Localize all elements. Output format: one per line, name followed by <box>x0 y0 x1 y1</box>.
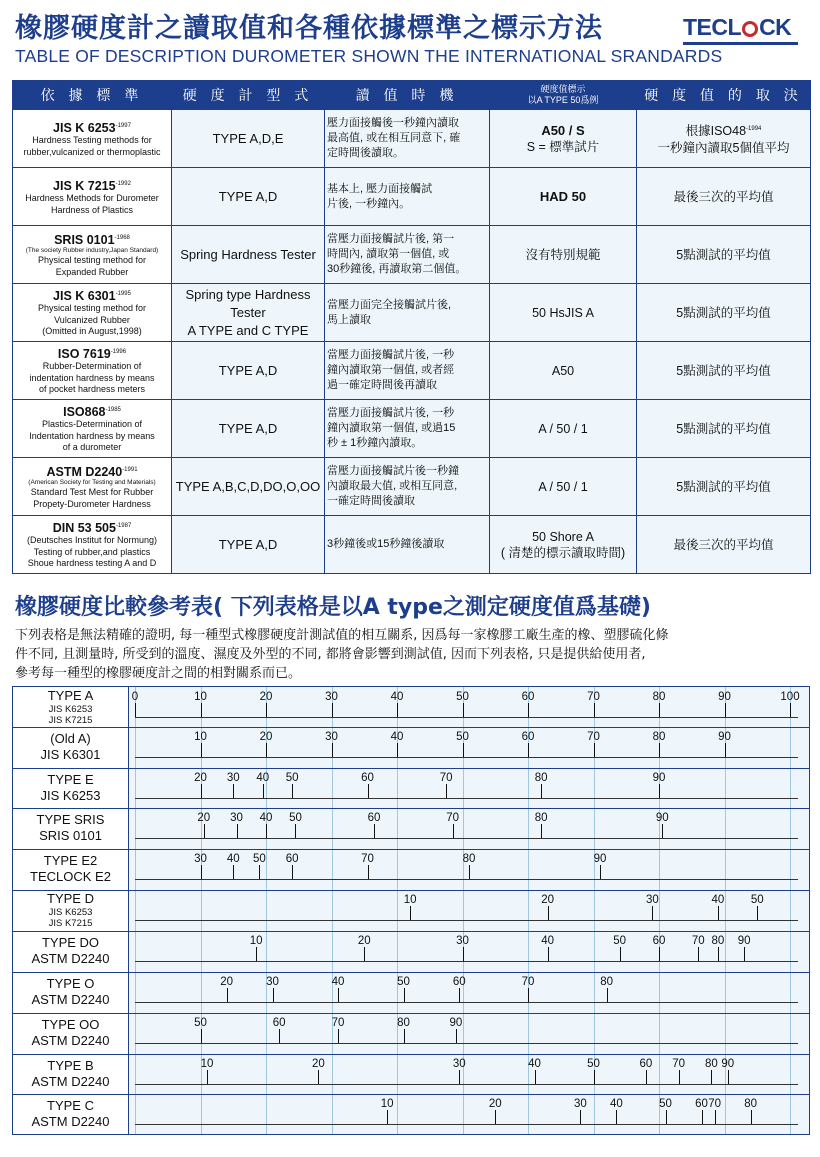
scale-tick <box>659 703 660 717</box>
scale-tick <box>659 743 660 757</box>
logo-underline <box>683 42 798 45</box>
scale-tick <box>469 865 470 879</box>
scale-line <box>135 1084 798 1085</box>
scale-tick <box>757 906 758 920</box>
scale-tick-label: 90 <box>449 1017 463 1029</box>
standard-name: $ISO868^{-1985}$ <box>63 405 121 420</box>
scale-tick <box>374 824 375 838</box>
grid-line <box>790 687 791 1134</box>
page-subtitle: TABLE OF DESCRIPTION DUROMETER SHOWN THE INTERNATIONAL SRANDARDS <box>15 46 723 66</box>
display-cell: HAD 50 <box>490 168 637 226</box>
type-cell: TYPE A,D,E <box>172 110 325 168</box>
scale-tick-label: 30 <box>194 853 207 865</box>
scale-tick <box>397 743 398 757</box>
comparison-row-label: TYPE E2 TECLOCK E2 <box>30 853 111 884</box>
standard-cell <box>13 516 172 574</box>
scale-line <box>135 1124 798 1125</box>
scale-tick <box>662 824 663 838</box>
type-cell: Spring type Hardness Tester A TYPE and C TYPE <box>172 284 325 342</box>
scale-tick-label: 10 <box>403 894 417 906</box>
standard-cell <box>13 342 172 400</box>
scale-tick-label: 20 <box>357 935 371 947</box>
scale-tick <box>387 1110 388 1124</box>
description-line: 件不同, 且測量時, 所受到的溫度、濕度及外型的不同, 都將會影響到測試值, 因而下列表格, 只是提供給使用者, <box>15 647 646 662</box>
timing-cell: 當壓力面完全接觸試片後, 馬上讀取 <box>325 284 490 342</box>
scale-tick <box>495 1110 496 1124</box>
scale-tick <box>616 1110 617 1124</box>
scale-tick-label: 80 <box>397 1017 410 1029</box>
scale-tick-label: 70 <box>587 691 600 703</box>
comparison-row-label: (Old A) JIS K6301 <box>40 731 101 762</box>
scale-tick <box>404 1029 405 1043</box>
comparison-row-label: TYPE A JIS K6253 JIS K7215 <box>47 688 94 726</box>
standard-name: JIS K $7215^{-1992}$ <box>53 179 131 194</box>
scale-tick <box>463 703 464 717</box>
table-header-row <box>13 81 811 110</box>
scale-tick-label: 30 <box>325 731 338 743</box>
scale-tick <box>397 703 398 717</box>
scale-tick <box>698 947 699 961</box>
logo-o-mark <box>742 21 758 37</box>
scale-tick <box>338 988 339 1002</box>
scale-tick-label: 80 <box>600 976 613 988</box>
scale-tick <box>237 824 238 838</box>
scale-line <box>135 717 798 718</box>
scale-tick <box>279 1029 280 1043</box>
scale-line <box>135 1002 798 1003</box>
scale-tick-label: 40 <box>259 812 273 824</box>
standard-cell <box>13 168 172 226</box>
type-cell: TYPE A,B,C,D,DO,O,OO <box>172 458 325 516</box>
scale-tick <box>718 947 719 961</box>
scale-tick-label: 40 <box>390 691 404 703</box>
scale-tick-label: 70 <box>439 772 453 784</box>
scale-tick <box>715 1110 716 1124</box>
scale-tick <box>292 784 293 798</box>
scale-tick-label: 80 <box>652 731 666 743</box>
scale-tick-label: 20 <box>311 1058 325 1070</box>
standard-org: (The society Rubber industry,Japan Standard) <box>25 247 159 255</box>
standard-description: Hardness Methods for Durometer Hardness of Plastics <box>25 193 159 215</box>
scale-tick-label: 40 <box>256 772 270 784</box>
standard-description: Physical testing method for Vulcanized Rubber (Omitted in August,1998) <box>37 303 147 337</box>
table-row <box>13 284 811 342</box>
scale-tick <box>368 865 369 879</box>
scale-tick-label: 50 <box>456 691 469 703</box>
scale-tick <box>292 865 293 879</box>
type-cell: Spring Hardness Tester <box>172 226 325 284</box>
row-separator <box>13 1013 809 1014</box>
scale-tick <box>548 906 549 920</box>
scale-tick <box>528 703 529 717</box>
table-row <box>13 226 811 284</box>
timing-cell: 壓力面接觸後一秒鐘內讀取 最高值, 或在相互同意下, 確 定時間後讀取。 <box>325 110 490 168</box>
standards-table <box>12 80 811 574</box>
scale-tick <box>790 703 791 717</box>
standard-name: ASTM $D2240^{-1991}$ <box>46 465 138 480</box>
scale-tick <box>620 947 621 961</box>
scale-tick-label: 50 <box>285 772 299 784</box>
scale-tick <box>702 1110 703 1124</box>
header-display-line1: 硬度值標示 <box>540 84 586 94</box>
scale-tick-label: 60 <box>521 731 535 743</box>
scale-tick-label: 10 <box>200 1058 214 1070</box>
scale-tick-label: 50 <box>253 853 266 865</box>
scale-tick-label: 30 <box>226 772 240 784</box>
scale-tick-label: 70 <box>446 812 460 824</box>
decision-cell: 5點測試的平均值 <box>637 400 811 458</box>
table-row <box>13 400 811 458</box>
scale-tick-label: 40 <box>331 976 345 988</box>
scale-tick <box>332 703 333 717</box>
scale-tick-label: 20 <box>259 731 273 743</box>
scale-tick <box>728 1070 729 1084</box>
scale-tick-label: 80 <box>462 853 476 865</box>
scale-tick <box>266 743 267 757</box>
scale-tick <box>548 947 549 961</box>
scale-tick-label: 30 <box>325 691 338 703</box>
scale-tick <box>332 743 333 757</box>
type-cell: TYPE A,D <box>172 342 325 400</box>
scale-tick-label: 50 <box>613 935 627 947</box>
standard-name: ISO $7619^{-1996}$ <box>57 347 127 362</box>
comparison-row-label: TYPE E JIS K6253 <box>40 772 101 803</box>
decision-cell: 5點測試的平均值 <box>637 284 811 342</box>
scale-tick <box>594 743 595 757</box>
scale-tick-label: 50 <box>587 1058 600 1070</box>
standard-name: SRIS $0101^{-1968}$ <box>54 233 130 248</box>
comparison-description <box>15 626 813 683</box>
table-row <box>13 342 811 400</box>
scale-tick <box>725 703 726 717</box>
table-row <box>13 458 811 516</box>
scale-tick <box>233 784 234 798</box>
scale-tick-label: 30 <box>646 894 659 906</box>
scale-tick <box>679 1070 680 1084</box>
scale-tick <box>600 865 601 879</box>
scale-tick-label: 30 <box>452 1058 466 1070</box>
grid-line <box>135 687 136 1134</box>
display-cell: A50 <box>490 342 637 400</box>
scale-tick <box>725 743 726 757</box>
decision-cell: 5點測試的平均值 <box>637 342 811 400</box>
header-type: 硬 度 計 型 式 <box>172 81 325 110</box>
scale-tick <box>201 784 202 798</box>
standard-cell <box>13 226 172 284</box>
scale-tick-label: 60 <box>695 1098 708 1110</box>
standard-cell <box>13 284 172 342</box>
scale-tick <box>266 703 267 717</box>
scale-line <box>135 838 798 839</box>
standard-description: (Deutsches Institut for Normung) Testing of rubber,and plastics Shoue hardness testing A and D <box>26 535 158 569</box>
scale-tick-label: 30 <box>230 812 243 824</box>
scale-line <box>135 757 798 758</box>
scale-tick-label: 20 <box>194 772 207 784</box>
decision-cell: 根據$ISO48^{-1994}$ 一秒鐘內讀取5個值平均 <box>637 110 811 168</box>
scale-tick-label: 70 <box>691 935 705 947</box>
scale-tick <box>535 1070 536 1084</box>
scale-tick <box>594 1070 595 1084</box>
scale-tick-label: 80 <box>534 812 548 824</box>
scale-tick-label: 80 <box>534 772 548 784</box>
timing-cell: 基本上, 壓力面接觸試 片後, 一秒鐘內。 <box>325 168 490 226</box>
scale-tick-label: 10 <box>380 1098 394 1110</box>
scale-tick-label: 40 <box>390 731 404 743</box>
scale-tick-label: 100 <box>780 691 800 703</box>
standard-description: Physical testing method for Expanded Rubber <box>37 255 147 277</box>
display-cell: A50 / S S = 標準試片 <box>490 110 637 168</box>
scale-tick <box>410 906 411 920</box>
timing-cell: 當壓力面接觸試片後, 第一 時間內, 讀取第一個值, 或 30秒鐘後, 再讀取第二個值。 <box>325 226 490 284</box>
timing-cell: 3秒鐘後或15秒鐘後讀取 <box>325 516 490 574</box>
scale-tick <box>273 988 274 1002</box>
standard-description: Plastics-Determination of Indentation hardness by means of a durometer <box>29 419 155 453</box>
scale-tick <box>204 824 205 838</box>
table-row <box>13 168 811 226</box>
scale-tick-label: 50 <box>750 894 764 906</box>
scale-tick <box>295 824 296 838</box>
scale-tick <box>259 865 260 879</box>
scale-tick-label: 10 <box>194 731 207 743</box>
scale-tick <box>318 1070 319 1084</box>
scale-tick <box>364 947 365 961</box>
display-cell: 沒有特別規範 <box>490 226 637 284</box>
row-separator <box>13 931 809 932</box>
comparison-row-label: TYPE C ASTM D2240 <box>31 1098 110 1129</box>
comparison-row-label: TYPE SRIS SRIS 0101 <box>36 812 105 843</box>
scale-tick <box>453 824 454 838</box>
standard-org: (American Society for Testing and Materials) <box>28 479 156 487</box>
scale-tick <box>463 947 464 961</box>
scale-tick-label: 10 <box>249 935 263 947</box>
scale-tick-label: 40 <box>711 894 725 906</box>
scale-line <box>135 879 798 880</box>
scale-tick-label: 50 <box>659 1098 672 1110</box>
scale-tick <box>404 988 405 1002</box>
scale-tick-label: 50 <box>194 1017 207 1029</box>
display-cell: 50 HsJIS A <box>490 284 637 342</box>
scale-tick <box>580 1110 581 1124</box>
scale-tick <box>459 1070 460 1084</box>
scale-tick-label: 70 <box>361 853 374 865</box>
scale-tick-label: 90 <box>655 812 669 824</box>
page-title: 橡膠硬度計之讀取值和各種依據標準之標示方法 <box>15 13 603 44</box>
scale-tick <box>744 947 745 961</box>
display-cell: 50 Shore A ( 清楚的標示讀取時間) <box>490 516 637 574</box>
scale-tick <box>227 988 228 1002</box>
header-standard: 依 據 標 準 <box>13 81 172 110</box>
scale-tick <box>711 1070 712 1084</box>
scale-tick <box>263 784 264 798</box>
timing-cell: 當壓力面接觸試片後一秒鐘 內讀取最大值, 或相互同意, 一確定時間後讀取 <box>325 458 490 516</box>
scale-tick <box>201 743 202 757</box>
scale-tick <box>594 703 595 717</box>
scale-tick-label: 50 <box>456 731 469 743</box>
standard-cell <box>13 458 172 516</box>
scale-tick-label: 70 <box>672 1058 686 1070</box>
header-decision: 硬 度 值 的 取 決 <box>637 81 811 110</box>
scale-tick <box>338 1029 339 1043</box>
scale-tick-label: 50 <box>397 976 410 988</box>
scale-tick-label: 10 <box>194 691 207 703</box>
scale-tick-label: 80 <box>704 1058 718 1070</box>
row-separator <box>13 768 809 769</box>
scale-tick-label: 80 <box>652 691 666 703</box>
scale-tick <box>652 906 653 920</box>
scale-tick <box>541 784 542 798</box>
scale-tick-label: 20 <box>220 976 234 988</box>
standard-description: Hardness Testing methods for rubber,vulcanized or thermoplastic <box>23 135 161 157</box>
row-separator <box>13 1094 809 1095</box>
scale-tick-label: 70 <box>708 1098 722 1110</box>
comparison-row-label: TYPE B ASTM D2240 <box>31 1058 110 1089</box>
scale-tick-label: 20 <box>197 812 211 824</box>
scale-line <box>135 961 798 962</box>
scale-tick-label: 70 <box>331 1017 345 1029</box>
scale-tick-label: 60 <box>361 772 374 784</box>
display-cell: A / 50 / 1 <box>490 400 637 458</box>
scale-tick-label: 40 <box>541 935 555 947</box>
scale-tick <box>368 784 369 798</box>
comparison-row-label: TYPE DO ASTM D2240 <box>31 935 110 966</box>
description-line: 參考每一種型的橡膠硬度計之間的相對關系而已。 <box>15 666 302 681</box>
row-separator <box>13 727 809 728</box>
timing-cell: 當壓力面接觸試片後, 一秒 鐘內讀取第一個值, 或過15 秒 ± 1秒鐘內讀取。 <box>325 400 490 458</box>
scale-tick-label: 80 <box>711 935 725 947</box>
display-cell: A / 50 / 1 <box>490 458 637 516</box>
scale-tick <box>659 784 660 798</box>
standard-description: Rubber-Determination of indentation hardness by means of pocket hardness meters <box>29 361 155 395</box>
hardness-comparison-chart <box>12 686 810 1135</box>
comparison-row-label: TYPE D JIS K6253 JIS K7215 <box>47 891 94 929</box>
timing-cell: 當壓力面接觸試片後, 一秒 鐘內讀取第一個值, 或者經 過一確定時間後再讀取 <box>325 342 490 400</box>
scale-tick-label: 50 <box>289 812 302 824</box>
decision-cell: 5點測試的平均值 <box>637 458 811 516</box>
scale-tick <box>446 784 447 798</box>
row-separator <box>13 972 809 973</box>
scale-tick <box>456 1029 457 1043</box>
scale-tick <box>256 947 257 961</box>
comparison-row-label: TYPE OO ASTM D2240 <box>31 1017 110 1048</box>
scale-tick-label: 20 <box>541 894 555 906</box>
scale-tick-label: 60 <box>452 976 466 988</box>
scale-tick <box>528 988 529 1002</box>
decision-cell: 最後三次的平均值 <box>637 516 811 574</box>
standard-cell <box>13 400 172 458</box>
logo-text-post: CK <box>759 14 792 40</box>
scale-tick-label: 40 <box>528 1058 541 1070</box>
scale-tick <box>666 1110 667 1124</box>
standard-name: JIS K $6301^{-1995}$ <box>53 289 131 304</box>
scale-tick-label: 90 <box>718 731 731 743</box>
scale-tick <box>528 743 529 757</box>
scale-tick-label: 30 <box>573 1098 587 1110</box>
scale-tick <box>607 988 608 1002</box>
scale-tick-label: 30 <box>456 935 469 947</box>
scale-tick-label: 30 <box>266 976 279 988</box>
scale-tick <box>135 703 136 717</box>
scale-tick <box>201 703 202 717</box>
scale-tick-label: 90 <box>737 935 751 947</box>
decision-cell: 5點測試的平均值 <box>637 226 811 284</box>
scale-tick <box>207 1070 208 1084</box>
scale-tick-label: 90 <box>721 1058 735 1070</box>
scale-tick-label: 60 <box>521 691 535 703</box>
header-display <box>490 81 637 110</box>
standard-cell <box>13 110 172 168</box>
scale-tick <box>233 865 234 879</box>
scale-tick-label: 60 <box>272 1017 286 1029</box>
type-cell: TYPE A,D <box>172 516 325 574</box>
scale-tick-label: 90 <box>593 853 607 865</box>
standard-name: DIN 53 $505^{-1987}$ <box>52 521 132 536</box>
header-display-line2: 以A TYPE 50爲例 <box>527 95 599 105</box>
scale-line <box>135 1043 798 1044</box>
row-separator <box>13 890 809 891</box>
scale-tick <box>751 1110 752 1124</box>
scale-tick-label: 80 <box>744 1098 758 1110</box>
scale-tick-label: 90 <box>652 772 666 784</box>
scale-tick-label: 60 <box>285 853 299 865</box>
row-separator <box>13 808 809 809</box>
scale-tick-label: 70 <box>521 976 535 988</box>
scale-tick <box>646 1070 647 1084</box>
standard-name: JIS K $6253^{-1997}$ <box>53 121 131 136</box>
scale-tick <box>463 743 464 757</box>
scale-tick <box>659 947 660 961</box>
scale-tick <box>718 906 719 920</box>
decision-cell: 最後三次的平均值 <box>637 168 811 226</box>
scale-tick <box>459 988 460 1002</box>
row-separator <box>13 849 809 850</box>
scale-tick-label: 20 <box>259 691 273 703</box>
scale-tick-label: 60 <box>652 935 666 947</box>
scale-tick <box>201 865 202 879</box>
scale-tick-label: 70 <box>587 731 600 743</box>
standard-description: Standard Test Mest for Rubber Propety-Durometer Hardness <box>30 487 154 509</box>
table-row <box>13 110 811 168</box>
description-line: 下列表格是無法精確的證明, 每一種型式橡膠硬度計測試值的相互關系, 因爲每一家橡膠工廠生產的橡、塑膠硫化條 <box>15 628 669 643</box>
row-separator <box>13 1054 809 1055</box>
type-cell: TYPE A,D <box>172 400 325 458</box>
scale-tick-label: 0 <box>131 691 139 703</box>
scale-tick-label: 60 <box>639 1058 653 1070</box>
header-timing: 讀 值 時 機 <box>325 81 490 110</box>
scale-tick <box>201 1029 202 1043</box>
comparison-row-label: TYPE O ASTM D2240 <box>31 976 110 1007</box>
scale-tick <box>266 824 267 838</box>
scale-tick-label: 90 <box>718 691 731 703</box>
scale-tick-label: 60 <box>367 812 381 824</box>
scale-line <box>135 798 798 799</box>
comparison-title: 橡膠硬度比較參考表( 下列表格是以A type之測定硬度值爲基礎) <box>15 595 651 620</box>
teclock-logo <box>683 14 791 41</box>
scale-tick <box>541 824 542 838</box>
scale-tick-label: 40 <box>226 853 240 865</box>
scale-tick-label: 20 <box>488 1098 502 1110</box>
scale-line <box>135 920 798 921</box>
type-cell: TYPE A,D <box>172 168 325 226</box>
table-row <box>13 516 811 574</box>
logo-text-pre: TECL <box>683 14 742 40</box>
scale-tick-label: 40 <box>610 1098 623 1110</box>
